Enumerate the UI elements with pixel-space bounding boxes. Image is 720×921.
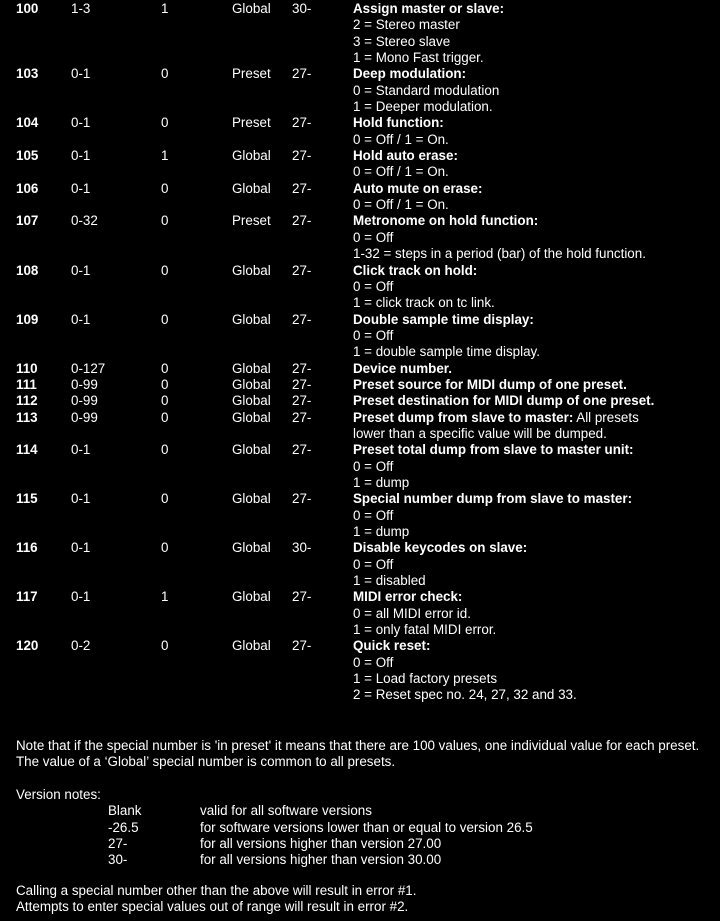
default-cell: 0 xyxy=(161,180,169,196)
special-number-row xyxy=(0,540,720,589)
description-title: Preset dump from slave to master: xyxy=(353,409,574,425)
description-line: 0 = Off / 1 = On. xyxy=(353,164,449,180)
description xyxy=(353,66,720,115)
version-note-row: -26.5 for software versions lower than or equal to version 26.5 xyxy=(108,819,533,835)
description xyxy=(353,393,720,409)
description-title: Preset source for MIDI dump of one preset. xyxy=(353,376,627,392)
default-cell: 1 xyxy=(161,589,169,605)
description xyxy=(353,638,720,703)
range-cell: 0-1 xyxy=(71,311,91,327)
number-cell: 112 xyxy=(16,393,38,409)
special-number-row xyxy=(0,1,720,66)
default-cell: 0 xyxy=(161,638,169,654)
number-cell: 107 xyxy=(16,213,39,229)
description-title: MIDI error check: xyxy=(353,589,463,605)
default-cell: 1 xyxy=(161,148,169,164)
number-cell: 115 xyxy=(16,491,38,507)
description-title: Device number. xyxy=(353,360,452,376)
description-line: 1 = dump xyxy=(353,474,410,490)
scope-cell: Global xyxy=(232,180,271,196)
number-cell: 100 xyxy=(16,1,39,16)
scope-cell: Global xyxy=(232,262,271,278)
default-cell: 0 xyxy=(161,66,169,82)
description-line: 0 = Off xyxy=(353,327,394,343)
description xyxy=(353,540,720,589)
special-number-row xyxy=(0,393,720,409)
special-number-row xyxy=(0,361,720,377)
range-cell: 0-1 xyxy=(71,442,91,458)
description-title: Preset total dump from slave to master unit: xyxy=(353,442,634,458)
version-cell: 27- xyxy=(292,311,312,327)
number-cell: 108 xyxy=(16,262,39,278)
scope-cell: Preset xyxy=(232,213,271,229)
description-line: lower than a specific value will be dumped. xyxy=(353,425,607,441)
description-title: Disable keycodes on slave: xyxy=(353,540,528,556)
description xyxy=(353,115,720,148)
description-title-tail: All presets xyxy=(573,409,639,425)
version-cell: 27- xyxy=(292,638,312,654)
description xyxy=(353,213,720,262)
number-cell: 106 xyxy=(16,180,39,196)
scope-cell: Global xyxy=(232,148,271,164)
scope-cell: Global xyxy=(232,540,271,556)
scope-cell: Global xyxy=(232,491,271,507)
scope-cell: Global xyxy=(232,589,271,605)
number-cell: 105 xyxy=(16,148,39,164)
number-cell: 104 xyxy=(16,115,39,131)
description-title: Hold function: xyxy=(353,115,444,131)
footer-notes xyxy=(16,883,706,916)
range-cell: 0-1 xyxy=(71,66,91,82)
special-number-row xyxy=(0,442,720,491)
number-cell: 111 xyxy=(16,376,37,392)
description-line: 2 = Stereo master xyxy=(353,17,460,33)
special-number-row xyxy=(0,66,720,115)
description-title: Auto mute on erase: xyxy=(353,180,483,196)
version-note-row: 30- for all versions higher than version 30.00 xyxy=(108,852,442,868)
description xyxy=(353,1,720,66)
scope-cell: Global xyxy=(232,376,271,392)
scope-cell: Global xyxy=(232,360,271,376)
version-cell: 27- xyxy=(292,442,312,458)
description-title: Metronome on hold function: xyxy=(353,213,539,229)
version-cell: 27- xyxy=(292,589,312,605)
description-line: 0 = Off / 1 = On. xyxy=(353,131,449,147)
version-cell: 27- xyxy=(292,491,312,507)
special-number-row xyxy=(0,377,720,393)
number-cell: 117 xyxy=(16,589,38,605)
range-cell: 0-99 xyxy=(71,376,98,392)
scope-cell: Preset xyxy=(232,115,271,131)
description xyxy=(353,410,720,443)
description-title: Click track on hold: xyxy=(353,262,478,278)
description xyxy=(353,263,720,312)
version-note-row: 27- for all versions higher than version 27.00 xyxy=(108,836,442,852)
range-cell: 0-1 xyxy=(71,540,91,556)
description xyxy=(353,361,720,377)
range-cell: 0-2 xyxy=(71,638,91,654)
version-cell: 27- xyxy=(292,148,312,164)
default-cell: 0 xyxy=(161,491,169,507)
special-number-row xyxy=(0,589,720,638)
special-number-row xyxy=(0,148,720,181)
footer-line: Attempts to enter special values out of range will result in error #2. xyxy=(16,899,409,915)
version-cell: 27- xyxy=(292,66,312,82)
description-title: Hold auto erase: xyxy=(353,148,458,164)
range-cell: 0-1 xyxy=(71,589,91,605)
scope-cell: Global xyxy=(232,409,271,425)
version-cell: 30- xyxy=(292,540,312,556)
scope-cell: Global xyxy=(232,442,271,458)
description-line: 1 = dump xyxy=(353,524,410,539)
number-cell: 120 xyxy=(16,638,39,654)
default-cell: 0 xyxy=(161,311,169,327)
description-title: Double sample time display: xyxy=(353,311,534,327)
special-number-row xyxy=(0,312,720,361)
description-line: 1-32 = steps in a period (bar) of the hold function. xyxy=(353,246,646,262)
number-cell: 103 xyxy=(16,66,39,82)
range-cell: 0-1 xyxy=(71,491,91,507)
description-title: Quick reset: xyxy=(353,638,431,654)
description-line: 1 = Deeper modulation. xyxy=(353,99,493,115)
version-note-row: Blank valid for all software versions xyxy=(108,803,372,819)
version-cell: 27- xyxy=(292,376,312,392)
version-cell: 27- xyxy=(292,180,312,196)
description-line: 3 = Stereo slave xyxy=(353,33,451,49)
default-cell: 0 xyxy=(161,540,169,556)
description xyxy=(353,491,720,540)
scope-cell: Preset xyxy=(232,66,271,82)
default-cell: 1 xyxy=(161,1,169,16)
description-line: 2 = Reset spec no. 24, 27, 32 and 33. xyxy=(353,687,577,703)
version-cell: 27- xyxy=(292,213,312,229)
description-title: Assign master or slave: xyxy=(353,1,505,16)
description-line: 1 = double sample time display. xyxy=(353,344,540,360)
default-cell: 0 xyxy=(161,360,169,376)
range-cell: 0-1 xyxy=(71,180,91,196)
description-line: 0 = Off xyxy=(353,556,394,572)
range-cell: 0-1 xyxy=(71,148,91,164)
range-cell: 0-1 xyxy=(71,115,91,131)
description-title: Deep modulation: xyxy=(353,66,467,82)
description-line: 1 = click track on tc link. xyxy=(353,295,495,311)
default-cell: 0 xyxy=(161,213,169,229)
footer-line: Calling a special number other than the above will result in error #1. xyxy=(16,883,417,898)
default-cell: 0 xyxy=(161,262,169,278)
number-cell: 113 xyxy=(16,409,38,425)
default-cell: 0 xyxy=(161,442,169,458)
description-title: Special number dump from slave to master: xyxy=(353,491,633,507)
version-cell: 27- xyxy=(292,360,312,376)
description-line: 0 = Off xyxy=(353,507,394,523)
description xyxy=(353,181,720,214)
scope-cell: Global xyxy=(232,638,271,654)
special-number-row xyxy=(0,491,720,540)
range-cell: 0-127 xyxy=(71,360,106,376)
special-number-row xyxy=(0,115,720,148)
description-line: 1 = only fatal MIDI error. xyxy=(353,622,497,638)
description-line: 0 = Off xyxy=(353,278,394,294)
special-number-row xyxy=(0,410,720,443)
range-cell: 1-3 xyxy=(71,1,91,16)
special-number-row xyxy=(0,213,720,262)
default-cell: 0 xyxy=(161,409,169,425)
range-cell: 0-99 xyxy=(71,409,98,425)
description-line: 0 = Off xyxy=(353,654,394,670)
range-cell: 0-99 xyxy=(71,393,98,409)
description-line: 1 = disabled xyxy=(353,573,426,589)
scope-cell: Global xyxy=(232,1,271,16)
default-cell: 0 xyxy=(161,376,169,392)
description-line: 0 = Off / 1 = On. xyxy=(353,197,449,213)
description-line: 1 = Mono Fast trigger. xyxy=(353,50,484,66)
number-cell: 110 xyxy=(16,360,38,376)
special-numbers-table xyxy=(0,1,720,704)
number-cell: 114 xyxy=(16,442,38,458)
description xyxy=(353,442,720,491)
number-cell: 116 xyxy=(16,540,38,556)
version-cell: 27- xyxy=(292,409,312,425)
description-line: 0 = all MIDI error id. xyxy=(353,605,471,621)
version-notes xyxy=(16,787,706,869)
range-cell: 0-32 xyxy=(71,213,98,229)
description xyxy=(353,589,720,638)
scope-cell: Global xyxy=(232,311,271,327)
description-line: 0 = Off xyxy=(353,229,394,245)
version-cell: 27- xyxy=(292,115,312,131)
scope-cell: Global xyxy=(232,393,271,409)
description-line: 0 = Off xyxy=(353,458,394,474)
version-notes-heading: Version notes: xyxy=(16,787,101,802)
default-cell: 0 xyxy=(161,115,169,131)
special-number-row xyxy=(0,181,720,214)
description xyxy=(353,312,720,361)
special-number-row xyxy=(0,638,720,703)
default-cell: 0 xyxy=(161,393,169,409)
description xyxy=(353,148,720,181)
description-line: 1 = Load factory presets xyxy=(353,671,498,687)
note-paragraph: Note that if the special number is 'in preset' it means that there are 100 values, one individual value for each preset. The value of a ‘Global’ special number is common to all presets. xyxy=(16,738,700,770)
description-line: 0 = Standard modulation xyxy=(353,82,500,98)
range-cell: 0-1 xyxy=(71,262,91,278)
version-cell: 27- xyxy=(292,393,312,409)
description xyxy=(353,377,720,393)
version-cell: 27- xyxy=(292,262,312,278)
number-cell: 109 xyxy=(16,311,39,327)
special-number-row xyxy=(0,263,720,312)
description-title: Preset destination for MIDI dump of one preset. xyxy=(353,393,655,409)
version-cell: 30- xyxy=(292,1,312,16)
